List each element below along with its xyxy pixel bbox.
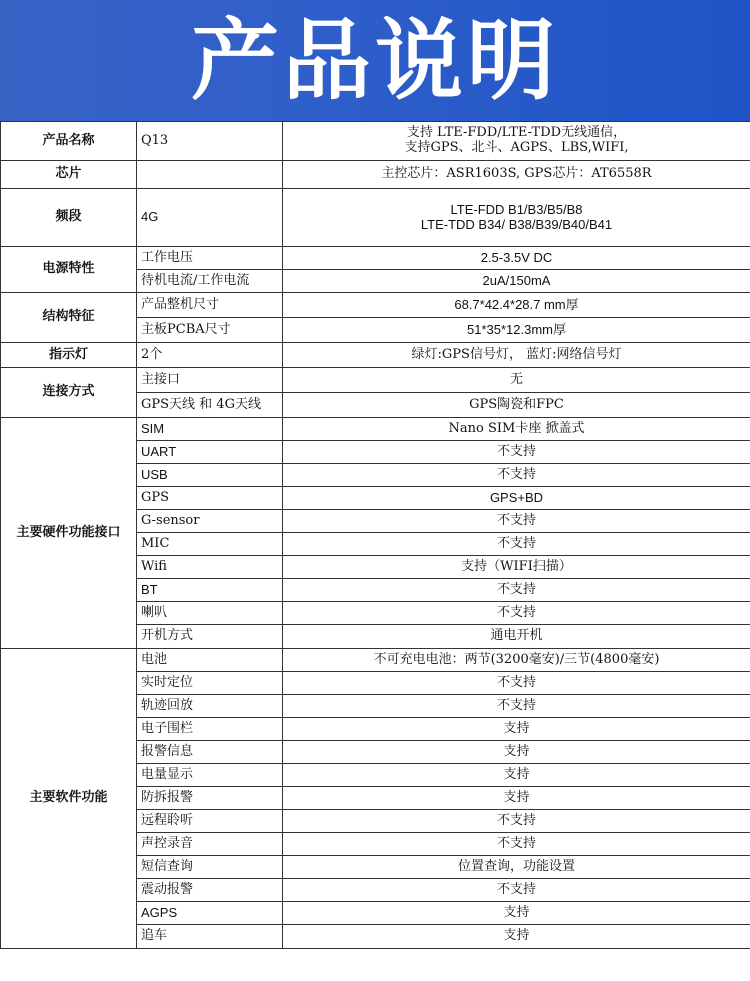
hardware-value: 不支持 <box>283 441 750 464</box>
power-value: 2.5-3.5V DC <box>283 247 750 270</box>
row-label-chip: 芯片 <box>1 161 137 189</box>
row-label-hardware: 主要硬件功能接口 <box>1 418 137 649</box>
row-label-structure: 结构特征 <box>1 293 137 343</box>
hardware-value: 不支持 <box>283 533 750 556</box>
indicator-sub: 2个 <box>137 343 283 368</box>
spec-table <box>0 121 750 949</box>
hardware-value: 不支持 <box>283 579 750 602</box>
software-sub: AGPS <box>137 902 283 925</box>
software-value: 不支持 <box>283 833 750 856</box>
software-sub: 实时定位 <box>137 672 283 695</box>
software-sub: 电量显示 <box>137 764 283 787</box>
software-sub: 追车 <box>137 925 283 949</box>
software-value: 支持 <box>283 787 750 810</box>
software-sub: 轨迹回放 <box>137 695 283 718</box>
value-line: LTE-FDD B1/B3/B5/B8 <box>450 201 583 217</box>
band-value <box>283 189 750 247</box>
connection-value: 无 <box>283 368 750 393</box>
band-sub: 4G <box>137 189 283 247</box>
software-value: 不支持 <box>283 695 750 718</box>
hardware-sub: UART <box>137 441 283 464</box>
hardware-sub: BT <box>137 579 283 602</box>
structure-sub: 主板PCBA尺寸 <box>137 318 283 343</box>
connection-value: GPS陶瓷和FPC <box>283 393 750 418</box>
hardware-value: 支持（WIFI扫描） <box>283 556 750 579</box>
indicator-value: 绿灯:GPS信号灯， 蓝灯:网络信号灯 <box>283 343 750 368</box>
software-sub: 声控录音 <box>137 833 283 856</box>
product-model: Q13 <box>137 122 283 161</box>
header-banner <box>0 0 750 121</box>
product-name-value <box>283 122 750 161</box>
hardware-value: 不支持 <box>283 602 750 625</box>
connection-sub: 主接口 <box>137 368 283 393</box>
software-sub: 远程聆听 <box>137 810 283 833</box>
software-sub: 震动报警 <box>137 879 283 902</box>
software-value: 支持 <box>283 902 750 925</box>
software-value: 不可充电电池：两节(3200毫安)/三节(4800毫安) <box>283 649 750 672</box>
hardware-sub: 开机方式 <box>137 625 283 649</box>
hardware-sub: GPS <box>137 487 283 510</box>
software-value: 不支持 <box>283 879 750 902</box>
row-label-indicator: 指示灯 <box>1 343 137 368</box>
software-value: 支持 <box>283 925 750 949</box>
table-row <box>1 368 750 393</box>
hardware-value: 不支持 <box>283 510 750 533</box>
software-value: 不支持 <box>283 672 750 695</box>
table-row <box>1 189 750 247</box>
row-label-connection: 连接方式 <box>1 368 137 418</box>
row-label-band: 频段 <box>1 189 137 247</box>
software-sub: 防拆报警 <box>137 787 283 810</box>
hardware-sub: SIM <box>137 418 283 441</box>
hardware-sub: MIC <box>137 533 283 556</box>
software-sub: 短信查询 <box>137 856 283 879</box>
hardware-value: 通电开机 <box>283 625 750 649</box>
table-row <box>1 649 750 672</box>
table-row <box>1 418 750 441</box>
table-row <box>1 122 750 161</box>
software-value: 支持 <box>283 764 750 787</box>
software-sub: 电池 <box>137 649 283 672</box>
power-sub: 工作电压 <box>137 247 283 270</box>
table-row <box>1 247 750 270</box>
row-label-product-name: 产品名称 <box>1 122 137 161</box>
software-sub: 电子围栏 <box>137 718 283 741</box>
hardware-value: 不支持 <box>283 464 750 487</box>
structure-sub: 产品整机尺寸 <box>137 293 283 318</box>
hardware-sub: Wifi <box>137 556 283 579</box>
value-line: 支持 LTE-FDD/LTE-TDD无线通信， <box>406 125 627 141</box>
table-row <box>1 161 750 189</box>
table-row <box>1 293 750 318</box>
power-value: 2uA/150mA <box>283 270 750 293</box>
power-sub: 待机电流/工作电流 <box>137 270 283 293</box>
page-title: 产品说明 <box>190 9 559 112</box>
connection-sub: GPS天线 和 4G天线 <box>137 393 283 418</box>
row-label-software: 主要软件功能 <box>1 649 137 949</box>
structure-value: 51*35*12.3mm厚 <box>283 318 750 343</box>
hardware-sub: USB <box>137 464 283 487</box>
hardware-value: GPS+BD <box>283 487 750 510</box>
software-value: 支持 <box>283 741 750 764</box>
hardware-sub: G-sensor <box>137 510 283 533</box>
value-line: 支持GPS、北斗、AGPS、LBS,WIFI, <box>404 140 629 155</box>
hardware-value: Nano SIM卡座 掀盖式 <box>283 418 750 441</box>
chip-sub <box>137 161 283 189</box>
software-sub: 报警信息 <box>137 741 283 764</box>
structure-value: 68.7*42.4*28.7 mm厚 <box>283 293 750 318</box>
software-value: 不支持 <box>283 810 750 833</box>
chip-value: 主控芯片：ASR1603S, GPS芯片：AT6558R <box>283 161 750 189</box>
software-value: 位置查询，功能设置 <box>283 856 750 879</box>
row-label-power: 电源特性 <box>1 247 137 293</box>
value-line: LTE-TDD B34/ B38/B39/B40/B41 <box>420 216 613 232</box>
table-row <box>1 343 750 368</box>
software-value: 支持 <box>283 718 750 741</box>
hardware-sub: 喇叭 <box>137 602 283 625</box>
